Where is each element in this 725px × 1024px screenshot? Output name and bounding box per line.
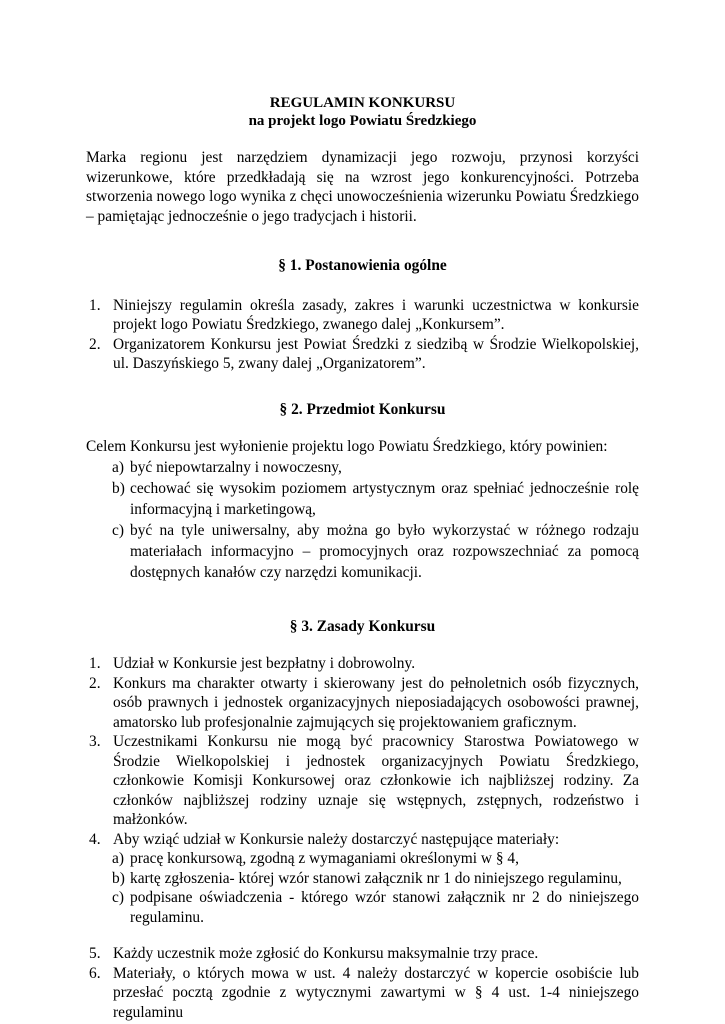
list-item-text: Niniejszy regulamin określa zasady, zakres i warunki uczestnictwa w konkursie projekt logo Powiatu Średzkiego, zwanego dalej „Konkursem”.: [113, 296, 639, 333]
list-item: [86, 478, 639, 520]
section-1-heading: § 1. Postanowienia ogólne: [278, 257, 447, 274]
section-3-heading: § 3. Zasady Konkursu: [289, 617, 436, 635]
list-item: [86, 335, 639, 374]
section-3-sublist: [86, 849, 639, 927]
document-page: [86, 94, 639, 1022]
list-marker: 1.: [89, 296, 101, 314]
list-item: [86, 830, 639, 850]
list-marker: c): [112, 521, 124, 539]
list-item: [86, 654, 639, 674]
list-item-text: Aby wziąć udział w Konkursie należy dostarczyć następujące materiały:: [113, 830, 560, 848]
list-marker: 3.: [89, 733, 101, 750]
section-2-lead: Celem Konkursu jest wyłonienie projektu logo Powiatu Średzkiego, który powinien:: [86, 438, 608, 455]
list-marker: 4.: [89, 830, 101, 848]
list-item-text: pracę konkursową, zgodną z wymaganiami określonymi w § 4,: [130, 850, 519, 867]
intro-paragraph: Marka regionu jest narzędziem dynamizacji jego rozwoju, przynosi korzyści wizerunkowe, które przedkładają się na wzrost jego konkurencyjności. Potrzeba stworzenia nowego logo wynika z chęci unowocześnienia wizerunku Powiatu Średzkiego – pamiętając jednocześnie o jego tradycjach i historii.: [86, 149, 639, 225]
document-title: REGULAMIN KONKURSU: [269, 95, 456, 111]
list-marker: 2.: [89, 335, 101, 353]
list-item-text: być niepowtarzalny i nowoczesny,: [130, 458, 342, 476]
spacer: [86, 927, 639, 944]
list-marker: 1.: [89, 655, 101, 672]
list-marker: a): [112, 458, 124, 476]
section-3-list: [86, 654, 639, 849]
list-item: [86, 732, 639, 830]
list-item: [86, 964, 639, 1023]
list-item: [86, 944, 639, 964]
list-item-text: Materiały, o których mowa w ust. 4 należy dostarczyć w kopercie osobiście lub przesłać pocztą zgodnie z wytycznymi zawartymi w § 4 ust. 1-4 niniejszego regulaminu: [113, 964, 639, 1021]
list-marker: 2.: [89, 674, 101, 692]
list-item: [86, 849, 639, 869]
list-item: [86, 520, 639, 583]
list-marker: a): [112, 850, 124, 867]
list-item-text: podpisane oświadczenia - którego wzór stanowi załącznik nr 2 do niniejszego regulaminu.: [130, 889, 639, 926]
list-item-text: Każdy uczestnik może zgłosić do Konkursu maksymalnie trzy prace.: [113, 945, 539, 962]
list-marker: 6.: [89, 964, 101, 982]
list-item-text: Konkurs ma charakter otwarty i skierowany jest do pełnoletnich osób fizycznych, osób prawnych i jednostek organizacyjnych nieposiadających osobowości prawnej, amatorsko lub profesjonalnie zajmujących się projektowaniem graficznym.: [113, 674, 639, 731]
list-item-text: Organizatorem Konkursu jest Powiat Średzki z siedzibą w Środzie Wielkopolskiej, ul. Daszyńskiego 5, zwany dalej „Organizatorem”.: [113, 335, 639, 372]
list-item-text: być na tyle uniwersalny, aby można go było wykorzystać w różnego rodzaju materiałach informacyjno – promocyjnych oraz rozpowszechniać za pomocą dostępnych kanałów czy narzędzi komunikacji.: [130, 521, 639, 581]
list-item: [86, 457, 639, 478]
list-item-text: kartę zgłoszenia- której wzór stanowi załącznik nr 1 do niniejszego regulaminu,: [130, 869, 622, 887]
document-subtitle: na projekt logo Powiatu Średzkiego: [248, 113, 477, 129]
list-item-text: Udział w Konkursie jest bezpłatny i dobrowolny.: [113, 655, 416, 672]
list-item: [86, 869, 639, 889]
list-marker: b): [112, 869, 125, 887]
section-2-heading: § 2. Przedmiot Konkursu: [279, 400, 446, 418]
list-item: [86, 296, 639, 335]
section-1-list: [86, 296, 639, 374]
list-marker: b): [112, 479, 125, 497]
list-item-text: Uczestnikami Konkursu nie mogą być pracownicy Starostwa Powiatowego w Środzie Wielkopolskiej i jednostek organizacyjnych Powiatu Średzkiego, członkowie Komisji Konkursowej oraz członkowie ich najbliższej rodziny. Za członków najbliższej rodziny uznaje się wstępnych, zstępnych, rodzeństwo i małżonków.: [113, 733, 639, 828]
list-item-text: cechować się wysokim poziomem artystycznym oraz spełniać jednocześnie rolę informacyjną i marketingową,: [130, 479, 639, 518]
list-marker: c): [112, 889, 124, 906]
list-item: [86, 674, 639, 733]
list-item: [86, 888, 639, 927]
section-2-list: [86, 457, 639, 583]
list-marker: 5.: [89, 945, 101, 962]
section-3-list-continued: [86, 944, 639, 1022]
